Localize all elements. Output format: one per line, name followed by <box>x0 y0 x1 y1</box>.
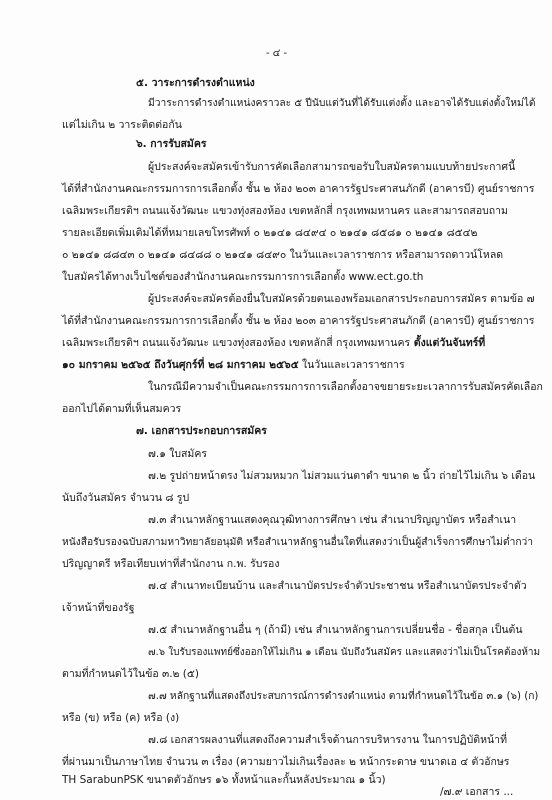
section-5-heading: ๕. วาระการดำรงตำแหน่ง <box>136 77 255 89</box>
section-5-line-1: มีวาระการดำรงตำแหน่งคราวละ ๕ ปีนับแต่วันที่ได้รับแต่งตั้ง และอาจได้รับแต่งตั้งใหม่ได้ <box>148 97 536 109</box>
section-7-item: ๗.๗ หลักฐานที่แสดงถึงประสบการณ์การดำรงตำแหน่ง ตามที่กำหนดไว้ในข้อ ๓.๑ (๖) (ก) <box>148 690 539 702</box>
section-7-item: ที่ผ่านมาเป็นภาษาไทย จำนวน ๓ เรื่อง (ความยาวไม่เกินเรื่องละ ๒ หน้ากระดาษ ขนาดเอ ๔ ตัวอักษร <box>62 756 510 768</box>
section-7-item: เจ้าหน้าที่ของรัฐ <box>62 602 135 614</box>
section-6-p1-line: เฉลิมพระเกียรติฯ ถนนแจ้งวัฒนะ แขวงทุ่งสองห้อง เขตหลักสี่ กรุงเทพมหานคร และสามารถสอบถาม <box>62 205 508 217</box>
section-6-p1-line: ใบสมัครได้ทางเว็บไซต์ของสำนักงานคณะกรรมการการเลือกตั้ง www.ect.go.th <box>62 271 424 283</box>
section-6-heading: ๖. การรับสมัคร <box>136 138 207 150</box>
section-7-item: ๗.๓ สำเนาหลักฐานแสดงคุณวุฒิทางการศึกษา เช่น สำเนาปริญญาบัตร หรือสำเนา <box>148 514 517 526</box>
section-7-item: ตามที่กำหนดไว้ในข้อ ๓.๒ (๕) <box>62 668 199 680</box>
section-6-p1-line: ผู้ประสงค์จะสมัครเข้ารับการคัดเลือกสามารถขอรับใบสมัครตามแบบท้ายประกาศนี้ <box>148 161 516 173</box>
section-7-item: นับถึงวันสมัคร จำนวน ๘ รูป <box>62 492 190 504</box>
section-6-p3-line: ออกไปได้ตามที่เห็นสมควร <box>62 403 182 415</box>
section-6-p2-line: ๑๐ มกราคม ๒๕๖๕ ถึงวันศุกร์ที่ ๒๘ มกราคม ๒๕๖๕ ในวันและเวลาราชการ <box>62 359 405 371</box>
section-7-heading: ๗. เอกสารประกอบการสมัคร <box>136 425 267 437</box>
section-6-p3-line: ในกรณีมีความจำเป็นคณะกรรมการการเลือกตั้งอาจขยายระยะเวลาการรับสมัครคัดเลือก <box>148 381 543 393</box>
registration-period: ๑๐ มกราคม ๒๕๖๕ ถึงวันศุกร์ที่ ๒๘ มกราคม ๒๕๖๕ <box>62 359 299 371</box>
continuation-marker: /๗.๙ เอกสาร ... <box>440 786 514 798</box>
section-7-item: TH SarabunPSK ขนาดตัวอักษร ๑๖ ทั้งหน้าและกั้นหลังประมาณ ๑ นิ้ว) <box>62 774 386 786</box>
section-6-p2-line: ได้ที่สำนักงานคณะกรรมการการเลือกตั้ง ชั้น ๒ ห้อง ๒๐๓ อาคารรัฐประศาสนภักดี (อาคารบี) ศูนย์ราชการ <box>62 315 535 327</box>
section-7-item: ๗.๑ ใบสมัคร <box>148 448 208 460</box>
section-7-item: ๗.๔ สำเนาทะเบียนบ้าน และสำเนาบัตรประจำตัวประชาชน หรือสำเนาบัตรประจำตัว <box>148 580 527 592</box>
registration-start-label: ตั้งแต่วันจันทร์ที่ <box>410 337 486 349</box>
section-7-item: ปริญญาตรี หรือเทียบเท่าที่สำนักงาน ก.พ. รับรอง <box>62 558 280 570</box>
section-7-item: ๗.๒ รูปถ่ายหน้าตรง ไม่สวมหมวก ไม่สวมแว่นตาดำ ขนาด ๒ นิ้ว ถ่ายไว้ไม่เกิน ๖ เดือน <box>148 470 536 482</box>
section-6-p2-line: ผู้ประสงค์จะสมัครต้องยื่นใบสมัครด้วยตนเองพร้อมเอกสารประกอบการสมัคร ตามข้อ ๗ <box>148 293 535 305</box>
section-6-p1-line: รายละเอียดเพิ่มเติมได้ที่หมายเลขโทรศัพท์ ๐ ๒๑๔๑ ๘๔๙๔ ๐ ๒๑๔๑ ๘๕๘๑ ๐ ๒๑๔๑ ๘๕๔๒ <box>62 227 478 239</box>
section-7-item: ๗.๕ สำเนาหลักฐานอื่น ๆ (ถ้ามี) เช่น สำเนาหลักฐานการเปลี่ยนชื่อ - ชื่อสกุล เป็นต้น <box>148 624 523 636</box>
section-6-p2-line: เฉลิมพระเกียรติฯ ถนนแจ้งวัฒนะ แขวงทุ่งสองห้อง เขตหลักสี่ กรุงเทพมหานคร ตั้งแต่วันจันทร์ที่ <box>62 337 486 349</box>
section-5-line-2: แต่ไม่เกิน ๒ วาระติดต่อกัน <box>62 119 182 131</box>
section-6-p1-line: ได้ที่สำนักงานคณะกรรมการการเลือกตั้ง ชั้น ๒ ห้อง ๒๐๓ อาคารรัฐประศาสนภักดี (อาคารบี) ศูนย์ราชการ <box>62 183 535 195</box>
section-7-item: หนังสือรับรองฉบับสภามหาวิทยาลัยอนุมัติ หรือสำเนาหลักฐานอื่นใดที่แสดงว่าเป็นผู้สำเร็จการศึกษาไม่ต่ำกว่า <box>62 536 534 548</box>
section-7-item: หรือ (ข) หรือ (ค) หรือ (ง) <box>62 712 180 724</box>
section-7-item: ๗.๖ ใบรับรองแพทย์ซึ่งออกให้ไม่เกิน ๑ เดือน นับถึงวันสมัคร และแสดงว่าไม่เป็นโรคต้องห้าม <box>148 647 541 658</box>
section-7-item: ๗.๘ เอกสารผลงานที่แสดงถึงความสำเร็จด้านการบริหารงาน ในการปฏิบัติหน้าที่ <box>148 734 508 746</box>
page-number: - ๔ - <box>266 48 288 59</box>
section-6-p1-line: ๐ ๒๑๔๑ ๘๘๔๓ ๐ ๒๑๔๑ ๘๔๘๘ ๐ ๒๑๔๑ ๘๔๙๐ ในวันและเวลาราชการ หรือสามารถดาวน์โหลด <box>62 249 504 261</box>
